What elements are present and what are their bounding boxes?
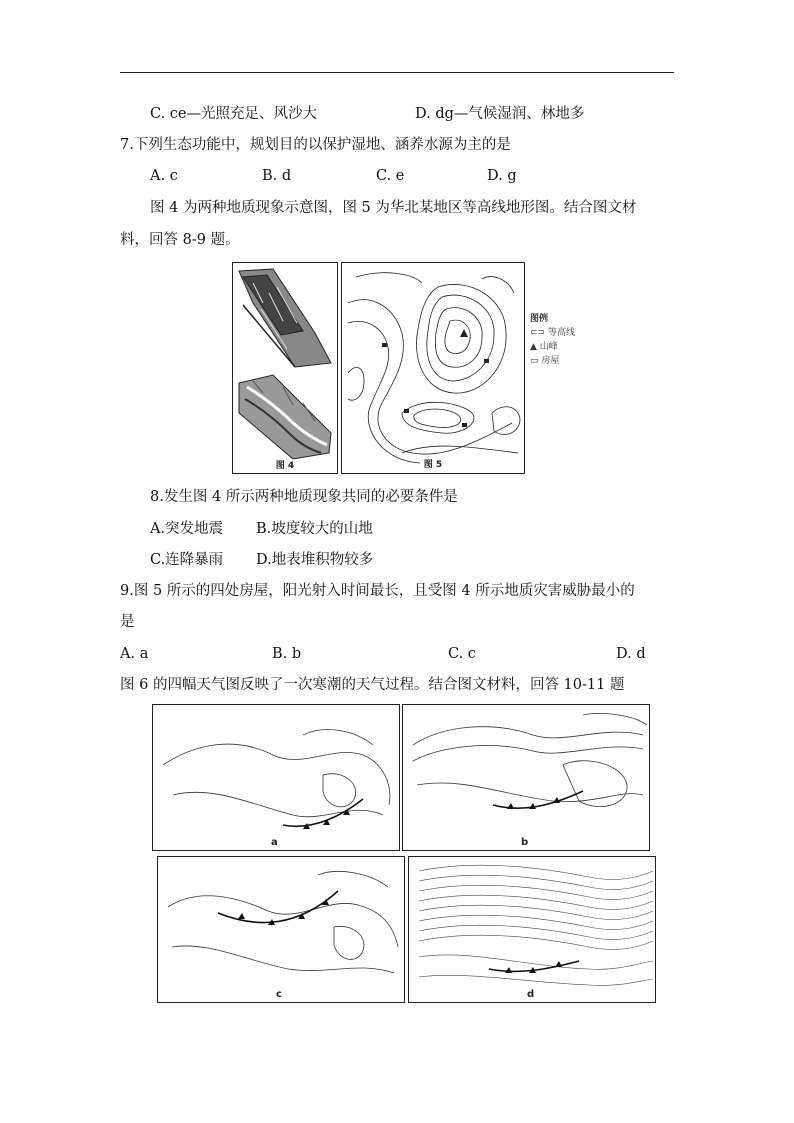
intro-10-11: 图 6 的四幅天气图反映了一次寒潮的天气过程。结合图文材料，回答 10-11 题 bbox=[120, 677, 625, 693]
legend-peak-label: 山峰 bbox=[539, 342, 558, 352]
figure-4 bbox=[232, 262, 338, 474]
q9-option-c: C. c bbox=[448, 646, 476, 662]
intro-8-9-line2: 料，回答 8-9 题。 bbox=[120, 232, 240, 248]
legend-contour-label: 等高线 bbox=[547, 328, 575, 338]
q9-option-b: B. b bbox=[272, 646, 302, 662]
peak-legend-icon: ▲ bbox=[530, 342, 540, 352]
weather-map-a bbox=[152, 704, 400, 851]
q8-option-a: A.突发地震 bbox=[150, 521, 224, 537]
header-rule bbox=[120, 72, 674, 73]
q7-option-a: A. c bbox=[150, 168, 178, 184]
q7-option-d: D. g bbox=[487, 168, 517, 184]
figure-5-contour-map bbox=[341, 262, 525, 474]
q8-option-c: C.连降暴雨 bbox=[150, 552, 224, 568]
figure-5-label: 图 5 bbox=[423, 460, 443, 470]
legend-item-peak bbox=[530, 340, 602, 354]
landslide-sketch bbox=[239, 269, 331, 367]
q8-option-d: D.地表堆积物较多 bbox=[256, 552, 374, 568]
weather-map-c bbox=[157, 856, 405, 1003]
contour-lines bbox=[348, 273, 520, 463]
q8-option-b: B.坡度较大的山地 bbox=[256, 521, 373, 537]
q7-option-b: B. d bbox=[262, 168, 292, 184]
weather-map-b bbox=[402, 704, 650, 851]
figure-4-label: 图 4 bbox=[275, 461, 295, 471]
weather-map-c-label: c bbox=[276, 989, 282, 1000]
q9-option-d: D. d bbox=[616, 646, 646, 662]
contour-legend-icon: ⊂⊃ bbox=[530, 328, 548, 338]
weather-map-a-label: a bbox=[271, 837, 278, 848]
legend-item-contour bbox=[530, 326, 602, 340]
house-legend-icon: ▭ bbox=[530, 356, 542, 366]
legend-item-house bbox=[530, 354, 602, 368]
legend-title: 图例 bbox=[530, 314, 549, 324]
q7-option-c: C. e bbox=[376, 168, 405, 184]
cold-front bbox=[218, 891, 338, 923]
debris-flow-sketch bbox=[239, 375, 331, 459]
q6-option-d: D. dg—气候湿润、林地多 bbox=[415, 106, 585, 122]
peak-icon bbox=[460, 329, 468, 337]
weather-map-d-label: d bbox=[527, 989, 535, 1000]
weather-map-d bbox=[408, 856, 656, 1003]
figure-5-legend bbox=[530, 312, 602, 368]
question-7: 7.下列生态功能中，规划目的以保护湿地、涵养水源为主的是 bbox=[120, 137, 511, 153]
cold-front bbox=[493, 791, 583, 808]
q6-option-c: C. ce—光照充足、风沙大 bbox=[150, 106, 317, 122]
question-9-line2: 是 bbox=[120, 614, 135, 630]
question-8: 8.发生图 4 所示两种地质现象共同的必要条件是 bbox=[150, 489, 458, 505]
intro-8-9-line1: 图 4 为两种地质现象示意图，图 5 为华北某地区等高线地形图。结合图文材 bbox=[150, 200, 637, 216]
weather-map-b-label: b bbox=[521, 837, 529, 848]
question-9-line1: 9.图 5 所示的四处房屋，阳光射入时间最长，且受图 4 所示地质灾害威胁最小的 bbox=[120, 583, 635, 599]
legend-house-label: 房屋 bbox=[541, 356, 560, 366]
q9-option-a: A. a bbox=[120, 646, 149, 662]
